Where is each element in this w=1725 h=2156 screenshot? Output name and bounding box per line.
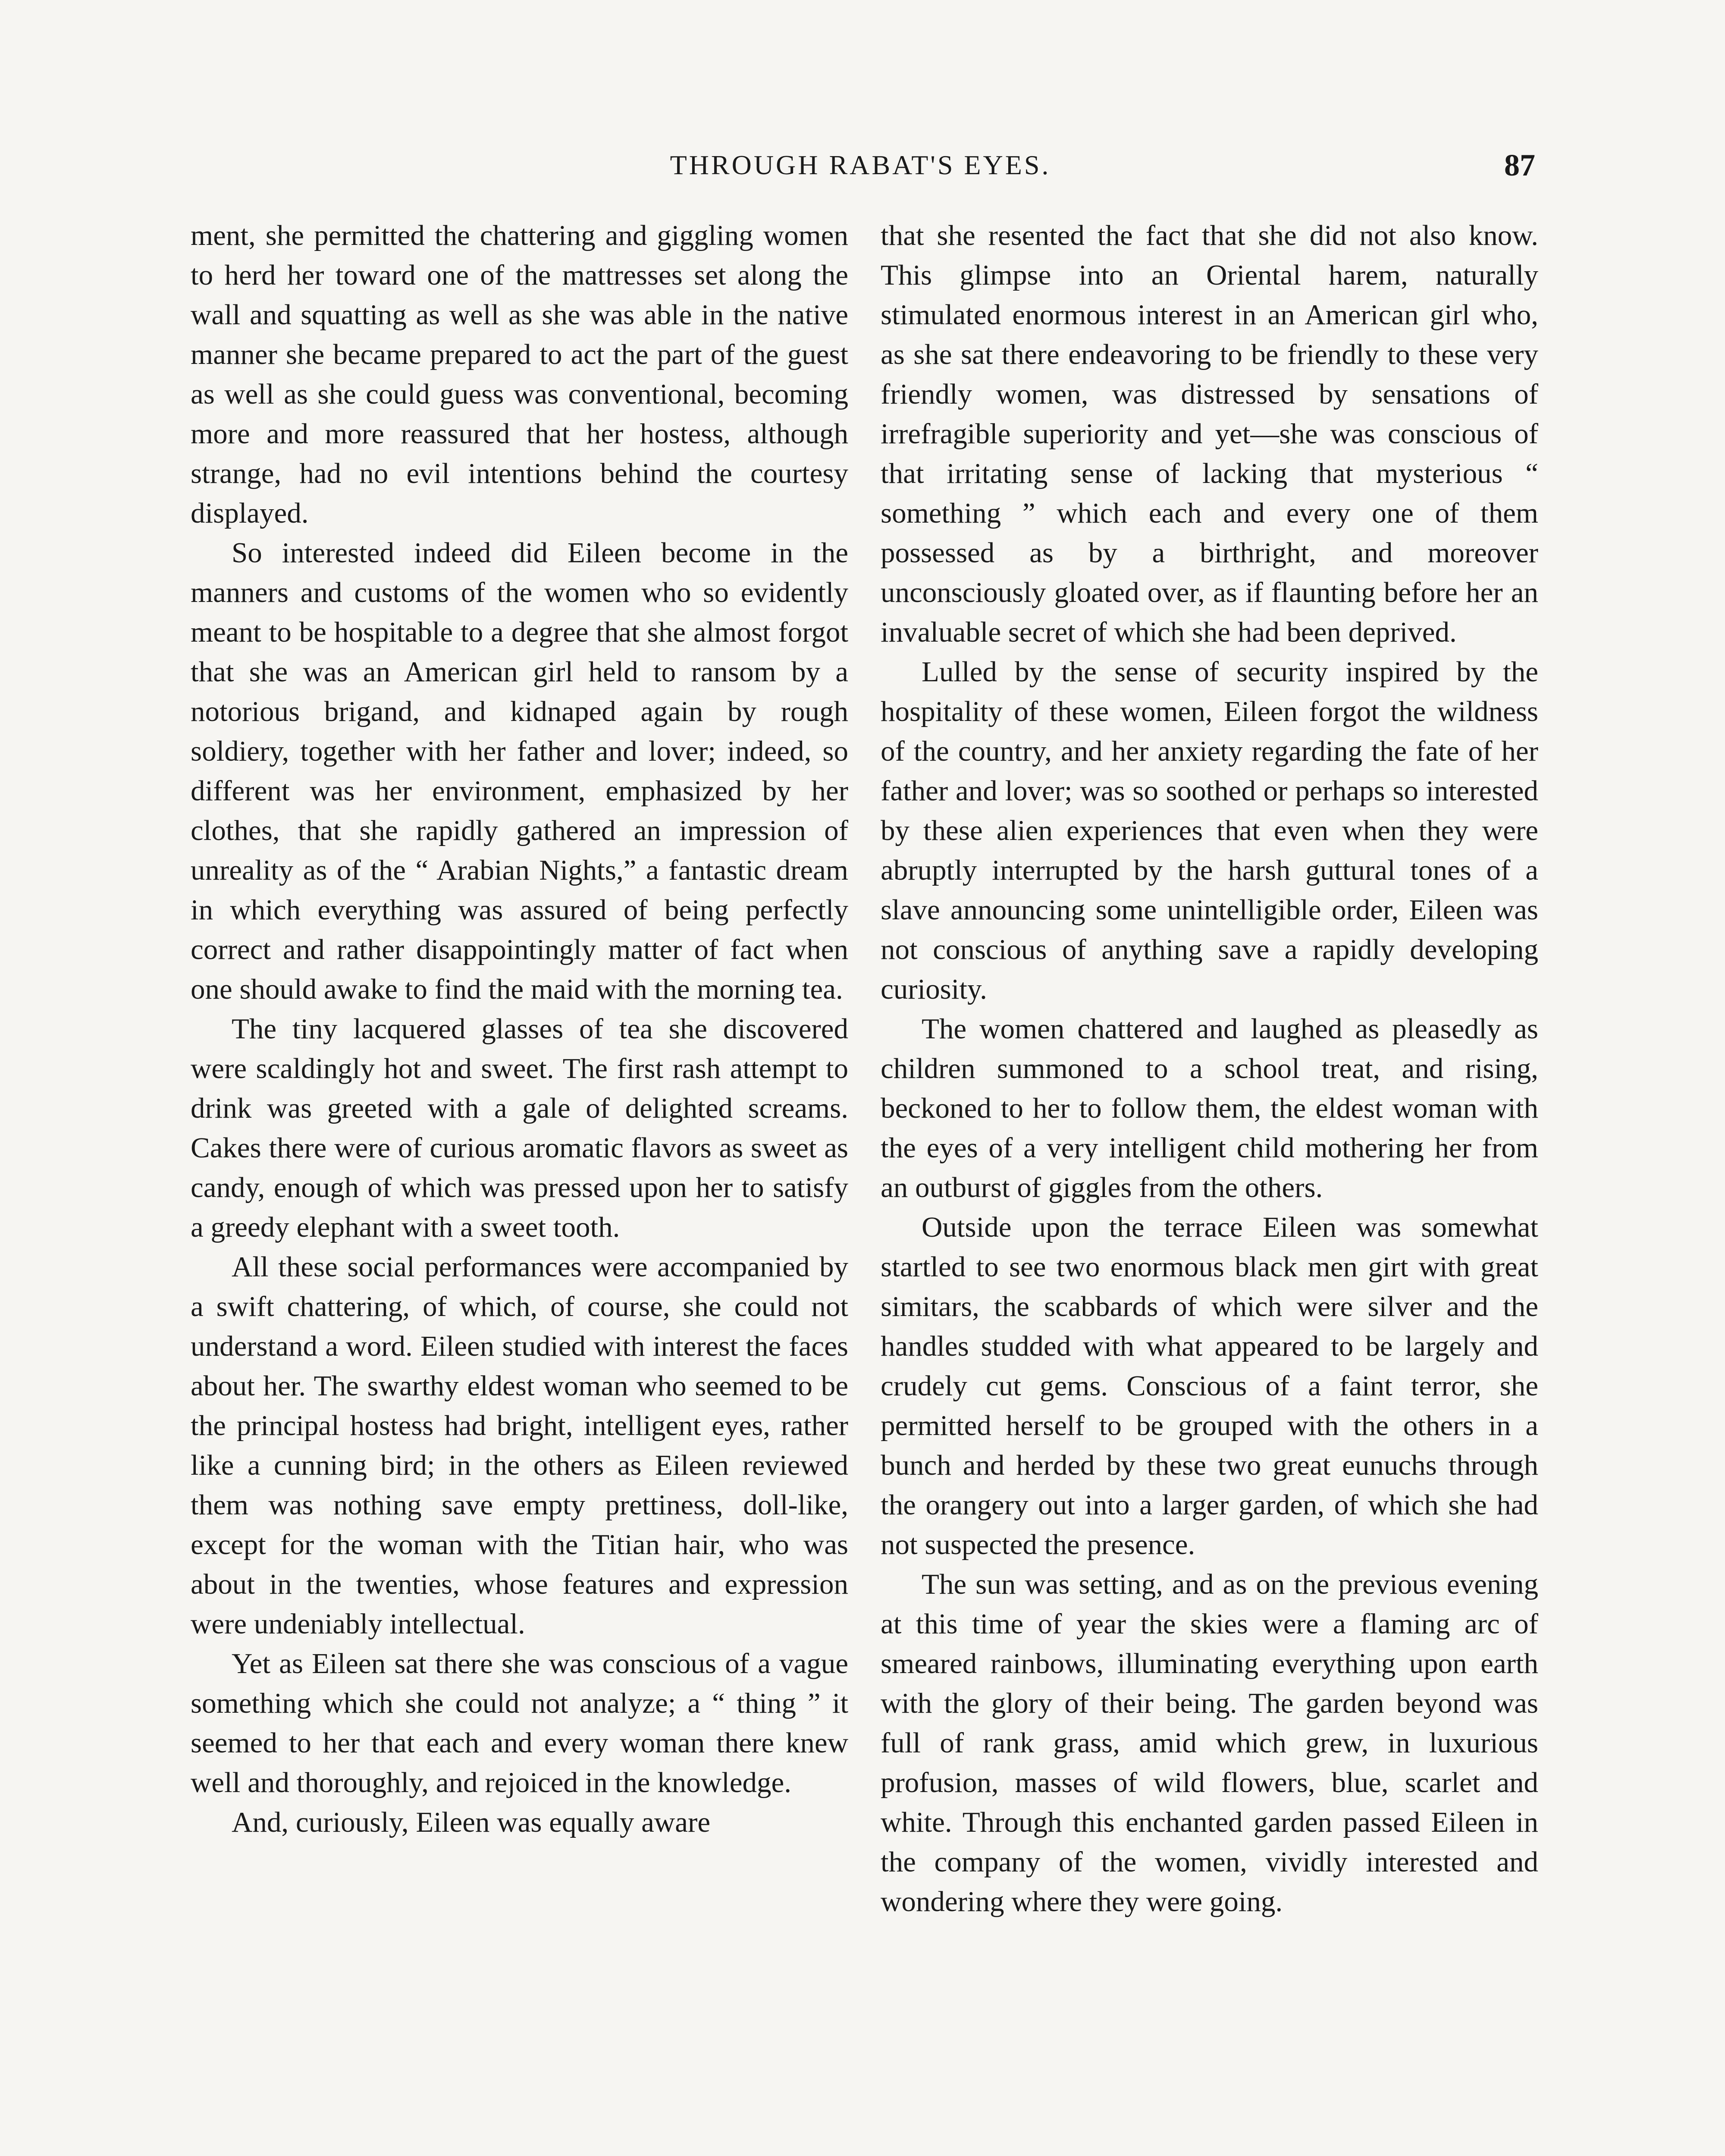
paragraph: Yet as Eileen sat there she was conscious of a vague something which she could not analyze; a “ thing ” it seemed to her that each and every woman there knew well and thoroughly, and rejoiced in the knowledge. bbox=[191, 1648, 848, 1799]
paragraph: And, curiously, Eileen was equally aware bbox=[232, 1806, 711, 1838]
paragraph: that she resented the fact that she did not also know. This glimpse into an Oriental harem, naturally stimulated enormous interest in an American girl who, as she sat there endeavoring to be friendly to these very friendly women, was distressed by sensations of irrefragible superiority and yet—she was conscious of that irritating sense of lacking that mysterious “ something ” which each and every one of them possessed as by a birthright, and moreover unconsciously gloated over, as if flaunting before her an invaluable secret of which she had been deprived. bbox=[881, 219, 1538, 648]
paragraph: ment, she permitted the chattering and giggling women to herd her toward one of the mattresses set along the wall and squatting as well as she was able in the native manner she became prepared to act the part of the guest as well as she could guess was conventional, becoming more and more reassured that her hostess, although strange, had no evil intentions behind the courtesy displayed. bbox=[191, 219, 848, 529]
paragraph: Outside upon the terrace Eileen was somewhat startled to see two enormous black men girt with great simitars, the scabbards of which were silver and the handles studded with what appeared to be largely and crudely cut gems. Conscious of a faint terror, she permitted herself to be grouped with the others in a bunch and herded by these two great eunuchs through the orangery out into a larger garden, of which she had not suspected the presence. bbox=[881, 1211, 1538, 1561]
paragraph: Lulled by the sense of security inspired by the hospitality of these women, Eileen forgot the wildness of the country, and her anxiety regarding the fate of her father and lover; was so soothed or perhaps so interested by these alien experiences that even when they were abruptly interrupted by the harsh guttural tones of a slave announcing some unintelligible order, Eileen was not conscious of anything save a rapidly developing curiosity. bbox=[881, 656, 1538, 1005]
page-header bbox=[185, 146, 1535, 185]
paragraph: The women chattered and laughed as pleasedly as children summoned to a school treat, and rising, beckoned to her to follow them, the eldest woman with the eyes of a very intelligent child mothering her from an outburst of giggles from the others. bbox=[881, 1013, 1538, 1203]
running-head: THROUGH RABAT'S EYES. bbox=[670, 150, 1051, 180]
left-column bbox=[191, 216, 848, 1842]
paragraph: All these social performances were accompanied by a swift chattering, of which, of course, she could not understand a word. Eileen studied with interest the faces about her. The swarthy eldest woman who seemed to be the principal hostess had bright, intelligent eyes, rather like a cunning bird; in the others as Eileen reviewed them was nothing save empty prettiness, doll-like, except for the woman with the Titian hair, who was about in the twenties, whose features and expression were undeniably intellectual. bbox=[191, 1251, 848, 1640]
page-number: 87 bbox=[1504, 148, 1535, 182]
paragraph: The sun was setting, and as on the previous evening at this time of year the skies were a flaming arc of smeared rainbows, illuminating everything upon earth with the glory of their being. The garden beyond was full of rank grass, amid which grew, in luxurious profusion, masses of wild flowers, blue, scarlet and white. Through this enchanted garden passed Eileen in the company of the women, vividly interested and wondering where they were going. bbox=[881, 1568, 1538, 1918]
right-column bbox=[881, 216, 1538, 1921]
paragraph: The tiny lacquered glasses of tea she discovered were scaldingly hot and sweet. The first rash attempt to drink was greeted with a gale of delighted screams. Cakes there were of curious aromatic flavors as sweet as candy, enough of which was pressed upon her to satisfy a greedy elephant with a sweet tooth. bbox=[191, 1013, 848, 1243]
paragraph: So interested indeed did Eileen become in the manners and customs of the women who so evidently meant to be hospitable to a degree that she almost forgot that she was an American girl held to ransom by a notorious brigand, and kidnaped again by rough soldiery, together with her father and lover; indeed, so different was her environment, emphasized by her clothes, that she rapidly gathered an impression of unreality as of the “ Arabian Nights,” a fantastic dream in which everything was assured of being perfectly correct and rather disappointingly matter of fact when one should awake to find the maid with the morning tea. bbox=[191, 537, 848, 1005]
